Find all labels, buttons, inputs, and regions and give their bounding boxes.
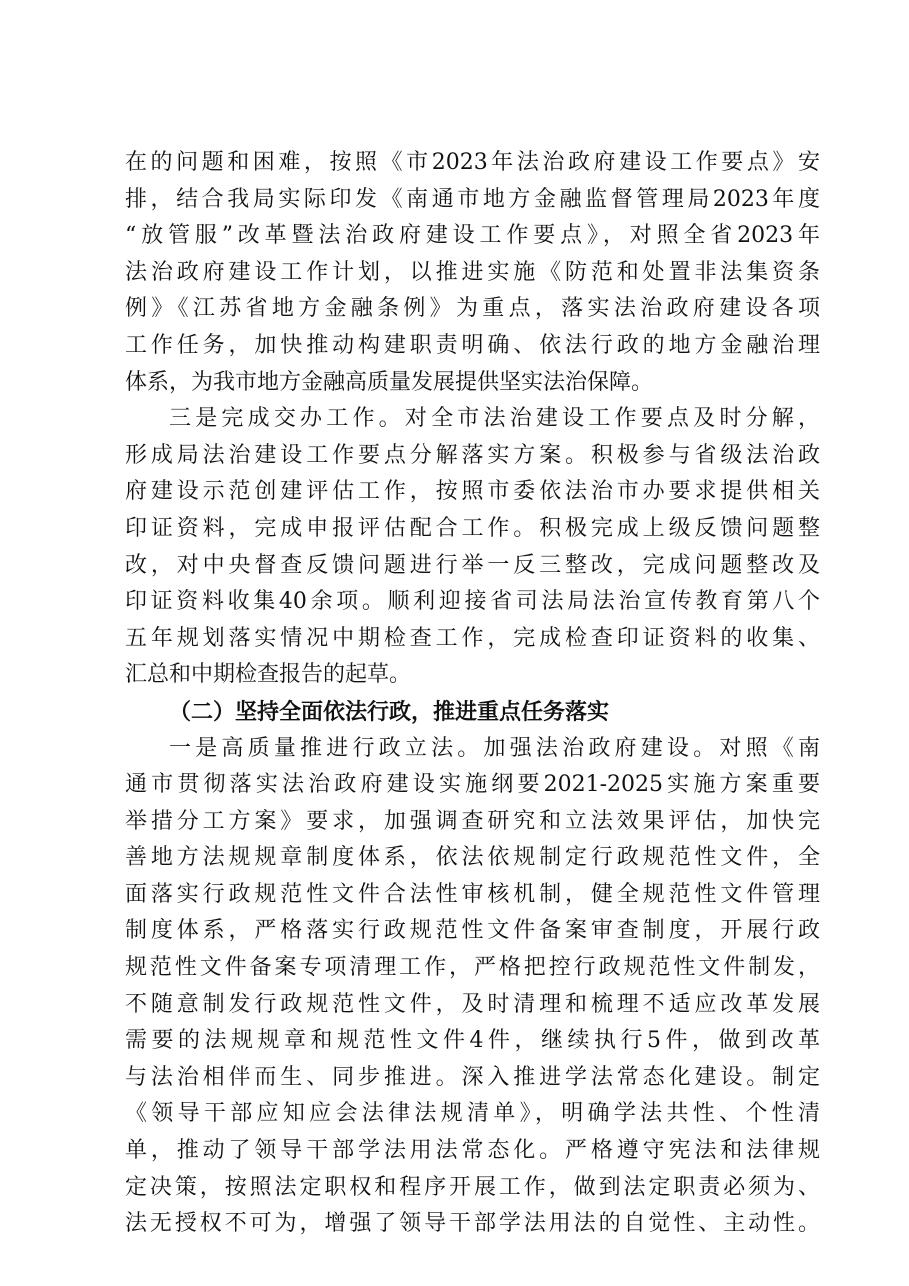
text-line: 法治政府建设工作计划，以推进实施《防范和处置非法集资条 bbox=[125, 259, 820, 285]
text-line: 府建设示范创建评估工作，按照市委依法治市办要求提供相关 bbox=[125, 479, 820, 505]
text-line: 需要的法规规章和规范性文件4件，继续执行5件，做到改革 bbox=[125, 1028, 820, 1054]
text-line: 工作任务，加快推动构建职责明确、依法行政的地方金融治理 bbox=[125, 332, 820, 358]
text-line: 汇总和中期检查报告的起草。 bbox=[125, 662, 412, 688]
text-line: “放管服”改革暨法治政府建设工作要点》，对照全省2023年 bbox=[125, 223, 820, 249]
text-line: 规范性文件备案专项清理工作，严格把控行政规范性文件制发， bbox=[125, 955, 820, 981]
text-line: 面落实行政规范性文件合法性审核机制，健全规范性文件管理 bbox=[125, 881, 820, 907]
document-body bbox=[125, 145, 820, 1243]
text-line: 印证资料，完成申报评估配合工作。积极完成上级反馈问题整 bbox=[125, 515, 820, 541]
paragraph-1 bbox=[125, 145, 820, 401]
text-line: 排，结合我局实际印发《南通市地方金融监督管理局2023年度 bbox=[125, 186, 820, 212]
text-line: 单，推动了领导干部学法用法常态化。严格遵守宪法和法律规 bbox=[125, 1138, 820, 1164]
paragraph-2 bbox=[125, 401, 820, 694]
text-line: 通市贯彻落实法治政府建设实施纲要2021-2025实施方案重要 bbox=[125, 772, 820, 798]
text-line: 例》《江苏省地方金融条例》为重点，落实法治政府建设各项 bbox=[125, 296, 820, 322]
text-line: 在的问题和困难，按照《市2023年法治政府建设工作要点》安 bbox=[125, 150, 820, 175]
paragraph-3 bbox=[125, 731, 820, 1243]
text-line: 改，对中央督查反馈问题进行举一反三整改，完成问题整改及 bbox=[125, 552, 820, 578]
text-line: 三是完成交办工作。对全市法治建设工作要点及时分解， bbox=[169, 406, 820, 432]
text-line: 与法治相伴而生、同步推进。深入推进学法常态化建设。制定 bbox=[125, 1064, 820, 1090]
text-line: 制度体系，严格落实行政规范性文件备案审查制度，开展行政 bbox=[125, 918, 820, 944]
text-line: 定决策，按照法定职权和程序开展工作，做到法定职责必须为、 bbox=[125, 1174, 820, 1200]
text-line: 体系，为我市地方金融高质量发展提供坚实法治保障。 bbox=[125, 369, 654, 395]
text-line: 不随意制发行政规范性文件，及时清理和梳理不适应改革发展 bbox=[125, 991, 820, 1017]
text-line: 形成局法治建设工作要点分解落实方案。积极参与省级法治政 bbox=[125, 442, 820, 468]
text-line: 印证资料收集40余项。顺利迎接省司法局法治宣传教育第八个 bbox=[125, 589, 820, 615]
text-line: 五年规划落实情况中期检查工作，完成检查印证资料的收集、 bbox=[125, 625, 820, 651]
section-heading: （二）坚持全面依法行政，推进重点任务落实 bbox=[169, 698, 610, 725]
text-line: 举措分工方案》要求，加强调查研究和立法效果评估，加快完 bbox=[125, 808, 820, 834]
text-line: 法无授权不可为，增强了领导干部学法用法的自觉性、主动性。 bbox=[125, 1211, 820, 1237]
text-line: 善地方法规规章制度体系，依法依规制定行政规范性文件，全 bbox=[125, 845, 820, 871]
text-line: 一是高质量推进行政立法。加强法治政府建设。对照《南 bbox=[169, 735, 820, 761]
text-line: 《领导干部应知应会法律法规清单》，明确学法共性、个性清 bbox=[125, 1101, 820, 1127]
